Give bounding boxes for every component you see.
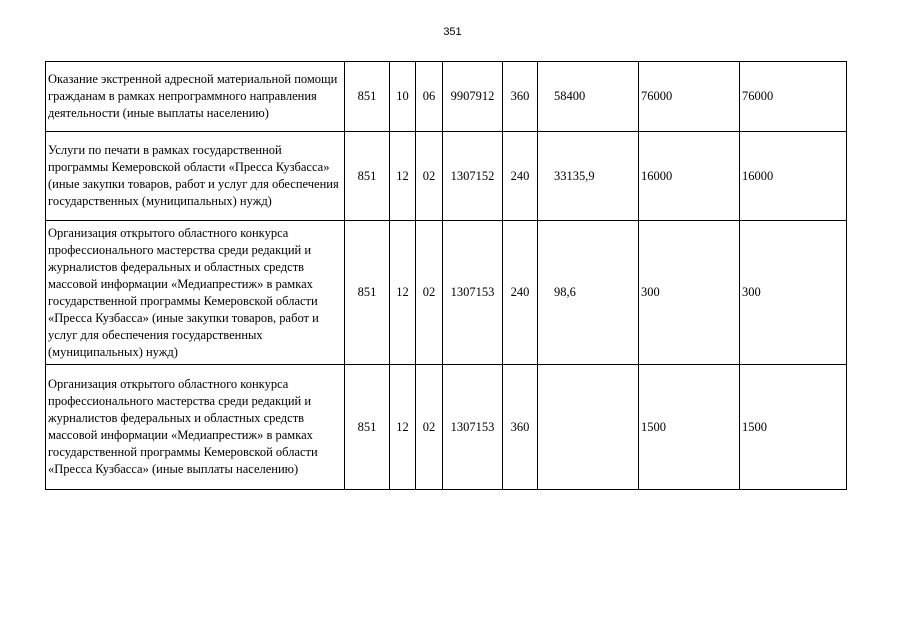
expense-type-code: 240 <box>503 221 538 365</box>
section-code: 12 <box>390 132 416 221</box>
section-code: 10 <box>390 62 416 132</box>
amount-year-2: 16000 <box>639 132 740 221</box>
subsection-code: 02 <box>416 365 443 490</box>
row-description: Организация открытого областного конкурса профессионального мастерства среди редакций и журналистов федеральных и областных средств массовой информации «Медиапрестиж» в рамках государственной программы Кемеровской области «Пресса Кузбасса» (иные закупки товаров, работ и услуг для обеспечения государственных (муниципальных) нужд) <box>46 221 345 365</box>
target-article-code: 1307153 <box>443 221 503 365</box>
section-code: 12 <box>390 365 416 490</box>
ministry-code: 851 <box>345 365 390 490</box>
subsection-code: 02 <box>416 221 443 365</box>
amount-year-3: 300 <box>740 221 847 365</box>
budget-table <box>45 61 847 490</box>
target-article-code: 1307153 <box>443 365 503 490</box>
table-row <box>46 132 847 221</box>
amount-year-1: 98,6 <box>538 221 639 365</box>
amount-year-2: 300 <box>639 221 740 365</box>
target-article-code: 9907912 <box>443 62 503 132</box>
amount-year-1 <box>538 365 639 490</box>
page-number: 351 <box>443 26 462 38</box>
amount-year-3: 16000 <box>740 132 847 221</box>
amount-year-1: 58400 <box>538 62 639 132</box>
row-description: Организация открытого областного конкурса профессионального мастерства среди редакций и журналистов федеральных и областных средств массовой информации «Медиапрестиж» в рамках государственной программы Кемеровской области «Пресса Кузбасса» (иные выплаты населению) <box>46 365 345 490</box>
subsection-code: 06 <box>416 62 443 132</box>
amount-year-3: 1500 <box>740 365 847 490</box>
row-description: Оказание экстренной адресной материальной помощи гражданам в рамках непрограммного направления деятельности (иные выплаты населению) <box>46 62 345 132</box>
table-row <box>46 221 847 365</box>
amount-year-1: 33135,9 <box>538 132 639 221</box>
table-row <box>46 365 847 490</box>
target-article-code: 1307152 <box>443 132 503 221</box>
ministry-code: 851 <box>345 62 390 132</box>
ministry-code: 851 <box>345 132 390 221</box>
table-row <box>46 62 847 132</box>
amount-year-3: 76000 <box>740 62 847 132</box>
subsection-code: 02 <box>416 132 443 221</box>
expense-type-code: 360 <box>503 62 538 132</box>
ministry-code: 851 <box>345 221 390 365</box>
expense-type-code: 360 <box>503 365 538 490</box>
row-description: Услуги по печати в рамках государственной программы Кемеровской области «Пресса Кузбасса» (иные закупки товаров, работ и услуг для обеспечения государственных (муниципальных) нужд) <box>46 132 345 221</box>
amount-year-2: 1500 <box>639 365 740 490</box>
section-code: 12 <box>390 221 416 365</box>
amount-year-2: 76000 <box>639 62 740 132</box>
expense-type-code: 240 <box>503 132 538 221</box>
